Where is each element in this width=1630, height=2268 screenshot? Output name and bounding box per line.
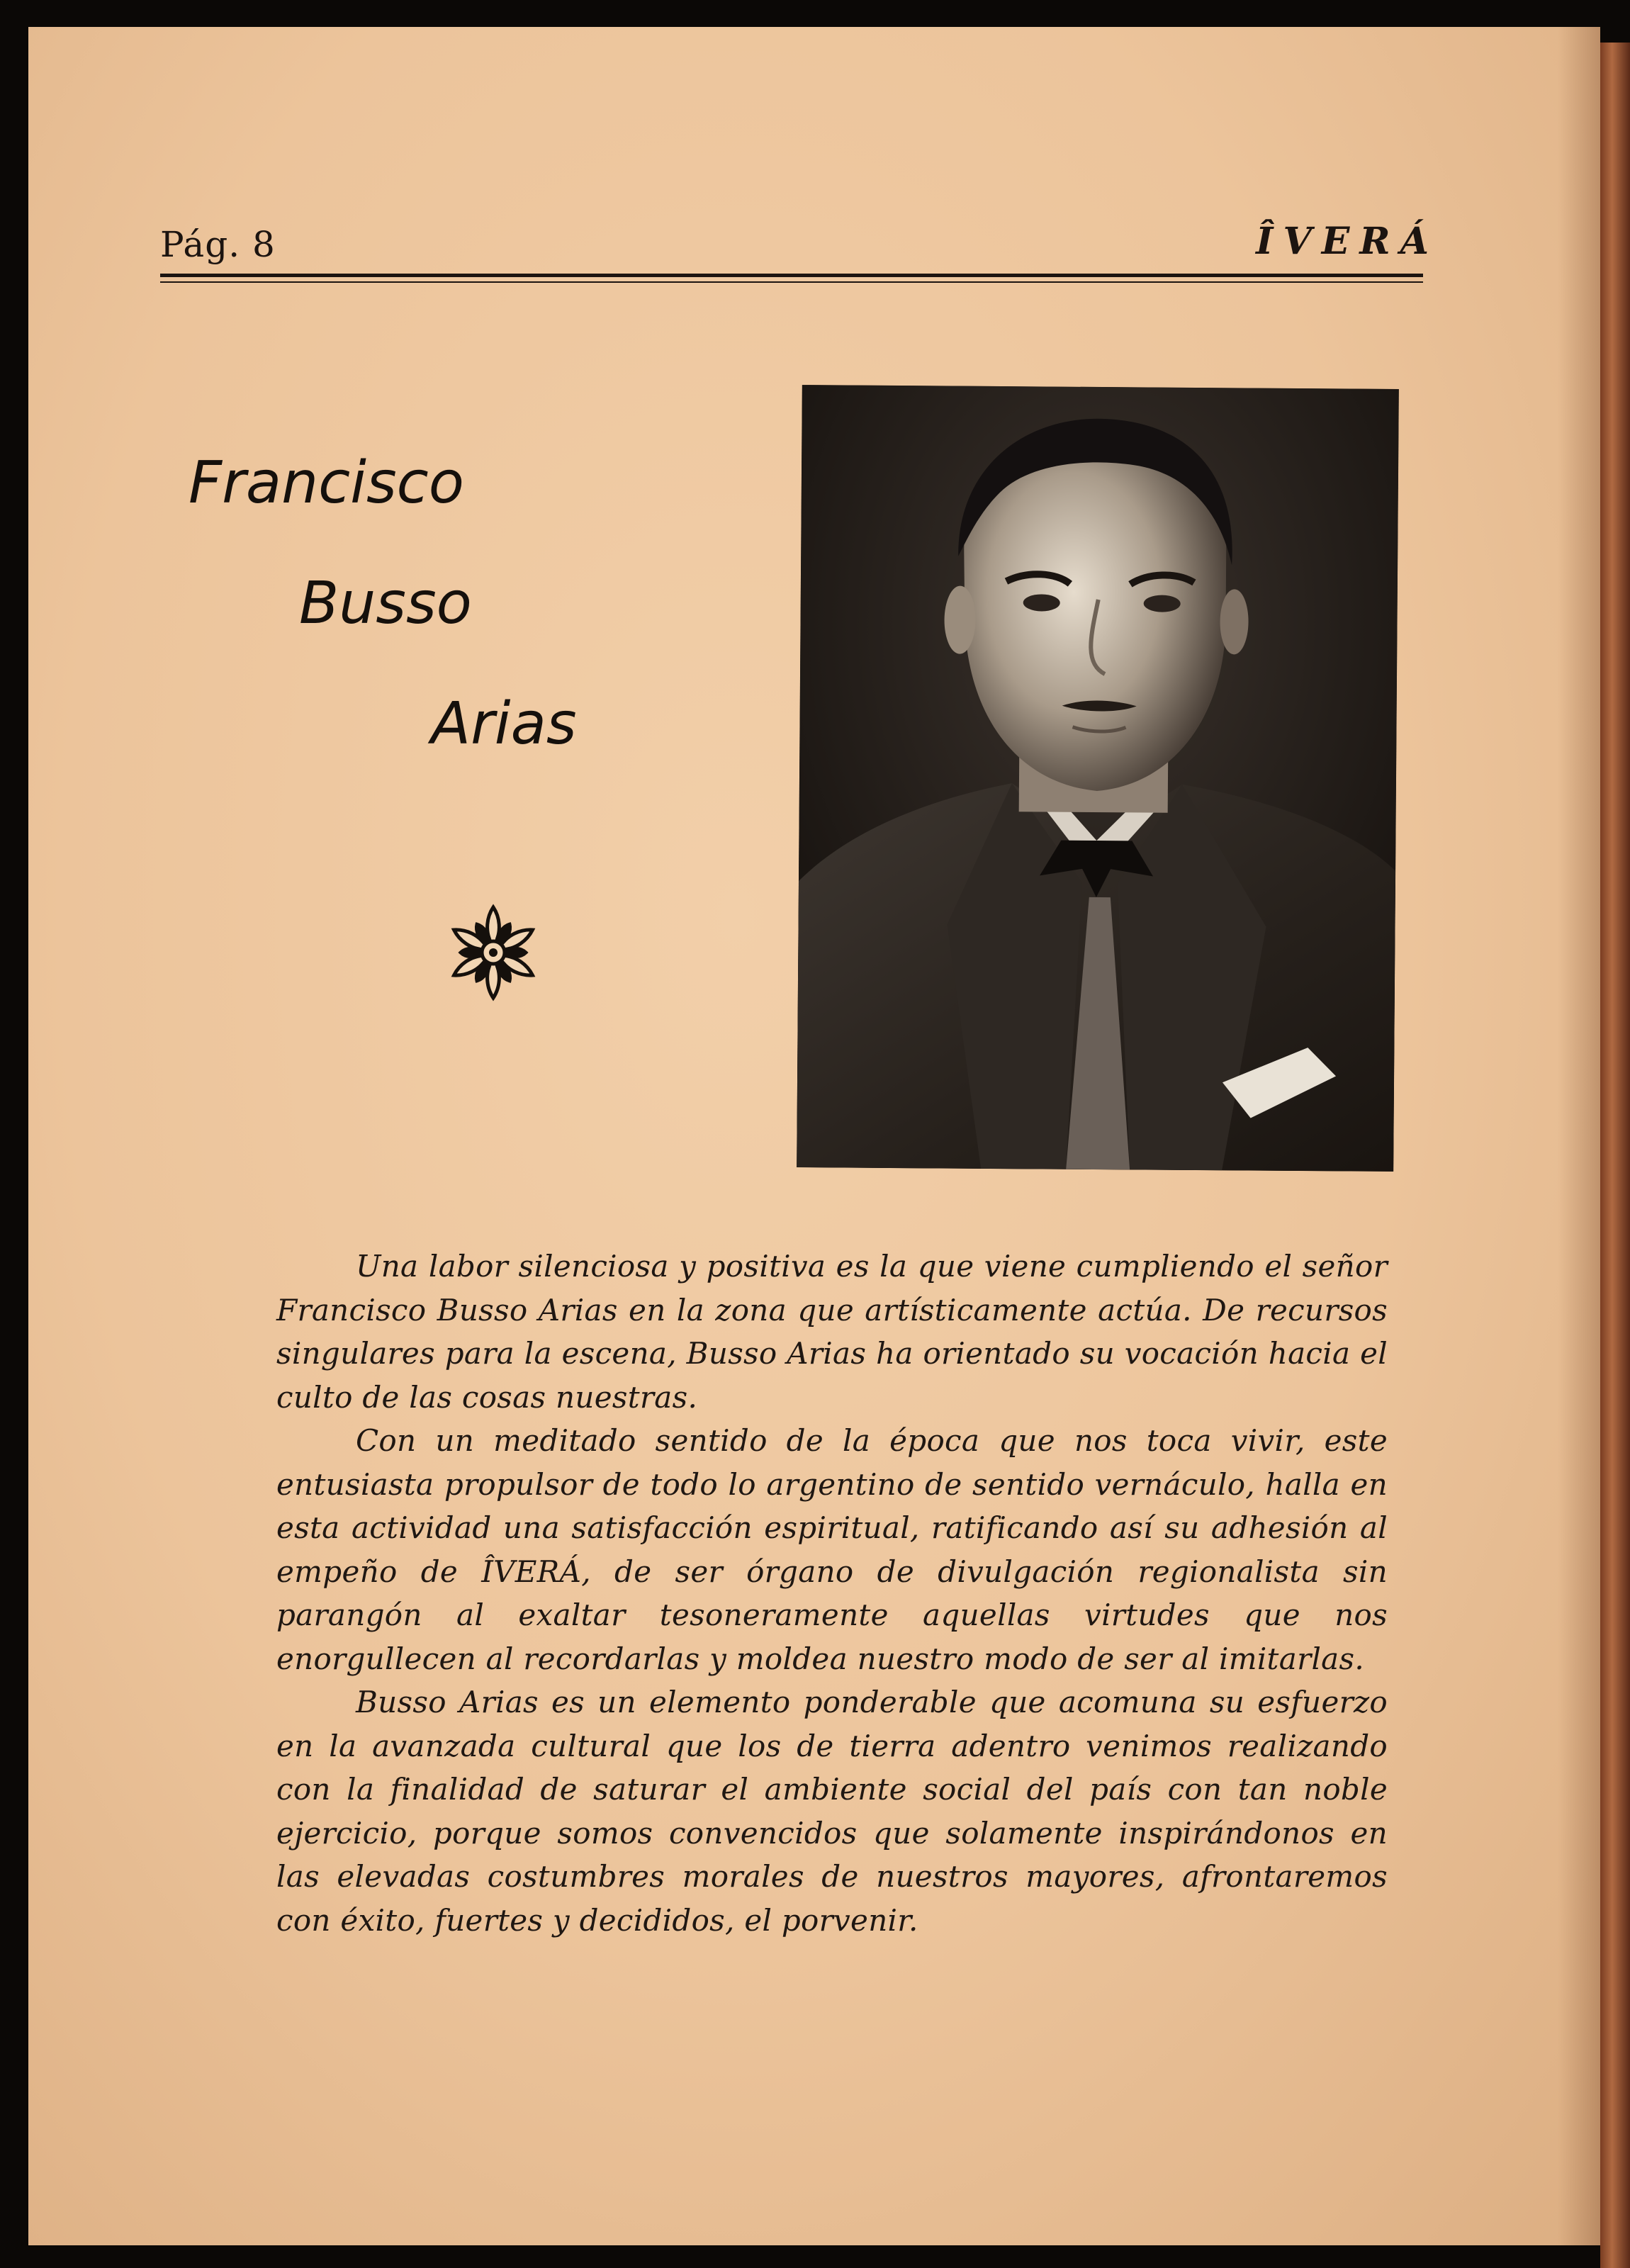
article-paragraph: Con un meditado sentido de la época que nos toca vivir, este entusiasta propulsor de todo lo argentino de sentido vernáculo, halla en esta actividad una satisfacción espiritual, ratificando así su adhesión al empeño de ÎVERÁ, de ser órgano de divulgación regionalista sin parangón al exaltar tesoneramente aquellas virtudes que nos enorgullecen al recordarlas y moldea nuestro modo de ser al imitarlas. — [276, 1423, 1388, 1676]
header-rule-thick — [160, 274, 1423, 277]
page-number: Pág. 8 — [160, 224, 276, 265]
flower-ornament-icon — [444, 903, 543, 1002]
page-shadow — [1558, 27, 1600, 2245]
article-paragraph: Busso Arias es un elemento ponderable que acomuna su esfuerzo en la avanzada cultural que los de tierra adentro venimos realizando con la finalidad de saturar el ambiente social del país con tan noble ejercicio, porque somos convencidos que solamente inspirándonos en las elevadas costumbres morales de nuestros mayores, afrontaremos con éxito, fuertes y decididos, el porvenir. — [276, 1685, 1388, 1938]
magazine-title: ÎVERÁ — [1256, 220, 1439, 263]
profile-last-name: Arias — [431, 690, 577, 758]
adjacent-page-edge — [1600, 43, 1630, 2268]
profile-middle-name: Busso — [299, 570, 472, 637]
article-paragraph: Una labor silenciosa y positiva es la que viene cumpliendo el señor Francisco Busso Arias en la zona que artísticamente actúa. De recursos singulares para la escena, Busso Arias ha orientado su vocación hacia el culto de las cosas nuestras. — [276, 1249, 1388, 1415]
header-rule-thin — [160, 281, 1423, 283]
article-body — [276, 1245, 1388, 1942]
profile-first-name: Francisco — [189, 449, 464, 517]
portrait-photo — [797, 385, 1399, 1172]
magazine-page — [28, 27, 1600, 2245]
